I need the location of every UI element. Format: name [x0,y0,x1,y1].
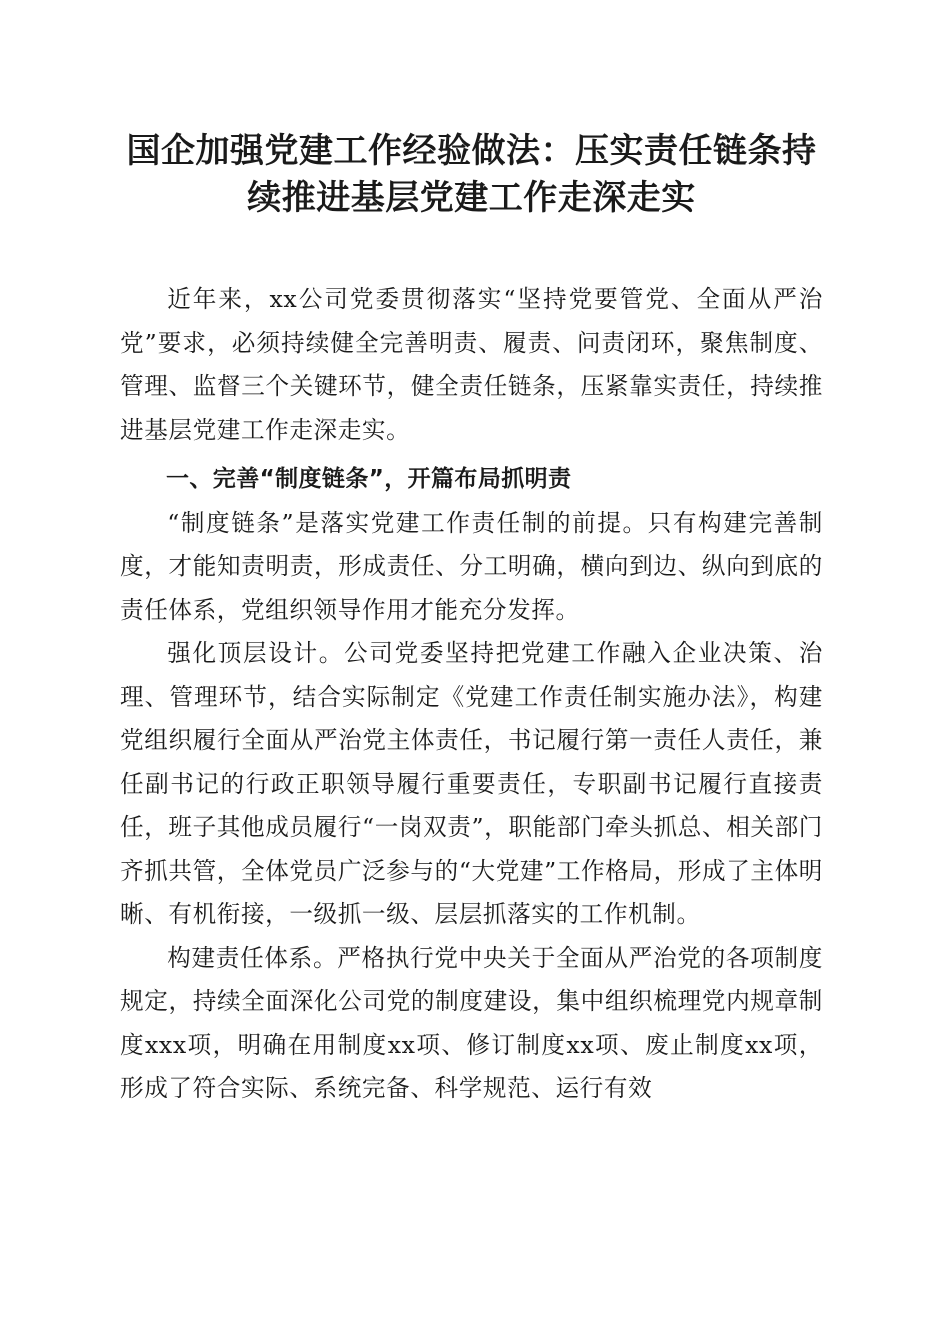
intro-paragraph: 近年来，xx公司党委贯彻落实“坚持党要管党、全面从严治党”要求，必须持续健全完善明责、履责、问责闭环，聚焦制度、管理、监督三个关键环节，健全责任链条，压紧靠实责任，持续推进基层党建工作走深走实。 [120,285,823,444]
document-page [120,128,823,1111]
title-line-1: 国企加强党建工作经验做法：压实责任链条持 [126,131,817,171]
section-1-paragraph-1: “制度链条”是落实党建工作责任制的前提。只有构建完善制度，才能知责明责，形成责任、分工明确，横向到边、纵向到底的责任体系，党组织领导作用才能充分发挥。 [120,508,823,624]
section-1-paragraph-3: 构建责任体系。严格执行党中央关于全面从严治党的各项制度规定，持续全面深化公司党的制度建设，集中组织梳理党内规章制度xxx项，明确在用制度xx项、修订制度xx项、废止制度xx项，形成了符合实际、系统完备、科学规范、运行有效 [120,943,823,1102]
title-line-2: 续推进基层党建工作走深走实 [247,178,696,218]
section-1-paragraph-2: 强化顶层设计。公司党委坚持把党建工作融入企业决策、治理、管理环节，结合实际制定《党建工作责任制实施办法》，构建党组织履行全面从严治党主体责任，书记履行第一责任人责任，兼任副书记的行政正职领导履行重要责任，专职副书记履行直接责任，班子其他成员履行“一岗双责”，职能部门牵头抓总、相关部门齐抓共管，全体党员广泛参与的“大党建”工作格局，形成了主体明晰、有机衔接，一级抓一级、层层抓落实的工作机制。 [120,639,823,928]
section-1-heading: 一、完善“制度链条”，开篇布局抓明责 [166,466,572,492]
document-title [120,128,823,222]
